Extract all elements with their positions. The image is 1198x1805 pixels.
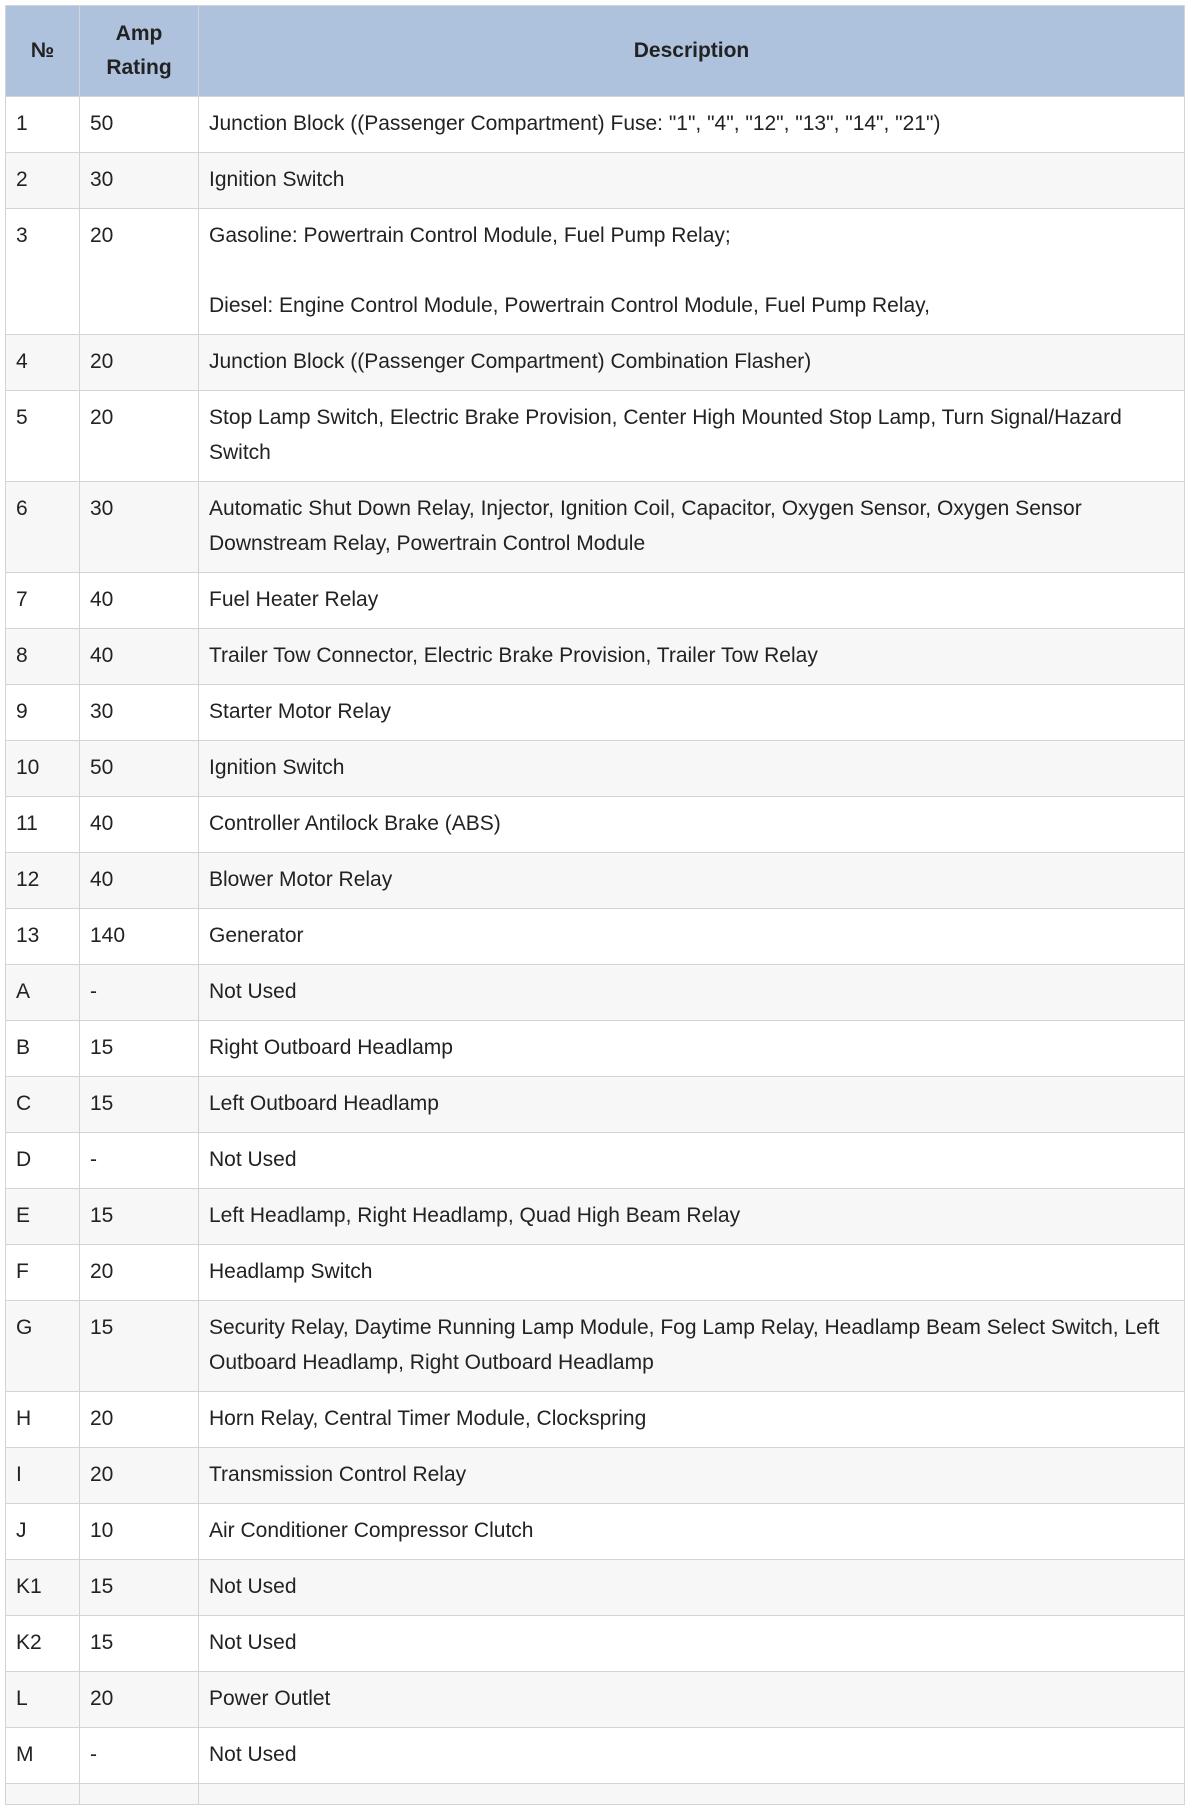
description-cell xyxy=(199,1560,1185,1616)
amp-rating-cell: 40 xyxy=(80,797,199,853)
table-row xyxy=(6,797,1185,853)
header-amp-line2: Rating xyxy=(106,56,172,79)
header-amp-rating xyxy=(80,6,199,97)
amp-rating-cell: - xyxy=(80,965,199,1021)
amp-rating-cell: 15 xyxy=(80,1021,199,1077)
description-cell xyxy=(199,153,1185,209)
amp-rating-cell: 30 xyxy=(80,685,199,741)
description-cell xyxy=(199,1504,1185,1560)
fuse-number-cell: 6 xyxy=(6,482,80,573)
table-row xyxy=(6,1077,1185,1133)
table-row xyxy=(6,1672,1185,1728)
description-cell xyxy=(199,1448,1185,1504)
header-row xyxy=(6,6,1185,97)
description-cell xyxy=(199,965,1185,1021)
description-text: Left Headlamp, Right Headlamp, Quad High Beam Relay xyxy=(209,1204,741,1227)
amp-rating-cell: 20 xyxy=(80,1448,199,1504)
fuse-number-cell: F xyxy=(6,1245,80,1301)
description-cell xyxy=(199,482,1185,573)
table-row xyxy=(6,335,1185,391)
description-text: Automatic Shut Down Relay, Injector, Ignition Coil, Capacitor, Oxygen Sensor, Oxygen Sensor Downstream Relay, Powertrain Control Module xyxy=(209,497,1082,555)
amp-rating-cell: 15 xyxy=(80,1077,199,1133)
amp-rating-cell: 20 xyxy=(80,335,199,391)
table-row xyxy=(6,97,1185,153)
header-amp-line1: Amp xyxy=(115,22,163,45)
amp-rating-cell: 20 xyxy=(80,1245,199,1301)
table-row xyxy=(6,1245,1185,1301)
fuse-number-cell: G xyxy=(6,1301,80,1392)
description-text: Horn Relay, Central Timer Module, Clockspring xyxy=(209,1407,647,1430)
amp-rating-cell: 140 xyxy=(80,909,199,965)
table-row xyxy=(6,391,1185,482)
fuse-number-cell: 2 xyxy=(6,153,80,209)
description-text: Not Used xyxy=(209,1631,297,1654)
table-row xyxy=(6,629,1185,685)
fuse-number-cell: 4 xyxy=(6,335,80,391)
amp-rating-cell: 15 xyxy=(80,1301,199,1392)
table-row xyxy=(6,685,1185,741)
description-cell xyxy=(199,573,1185,629)
fuse-number-cell: E xyxy=(6,1189,80,1245)
table-row xyxy=(6,1560,1185,1616)
table-row xyxy=(6,1189,1185,1245)
table-row xyxy=(6,1301,1185,1392)
fuse-number-cell: 3 xyxy=(6,209,80,335)
header-no: № xyxy=(6,6,80,97)
fuse-number-cell: L xyxy=(6,1672,80,1728)
description-text: Headlamp Switch xyxy=(209,1260,373,1283)
description-text: Right Outboard Headlamp xyxy=(209,1036,453,1059)
description-text: Security Relay, Daytime Running Lamp Module, Fog Lamp Relay, Headlamp Beam Select Switch, Left Outboard Headlamp, Right Outboard Headlamp xyxy=(209,1316,1160,1374)
description-cell xyxy=(199,335,1185,391)
description-gap xyxy=(209,253,1174,288)
fuse-number-cell: J xyxy=(6,1504,80,1560)
fuse-number-cell: M xyxy=(6,1728,80,1784)
amp-rating-cell: 30 xyxy=(80,482,199,573)
description-cell xyxy=(199,391,1185,482)
table-row xyxy=(6,1728,1185,1784)
description-cell xyxy=(199,209,1185,335)
description-text: Starter Motor Relay xyxy=(209,700,392,723)
table-row xyxy=(6,1616,1185,1672)
description-cell xyxy=(199,685,1185,741)
description-text: Blower Motor Relay xyxy=(209,868,393,891)
description-cell xyxy=(199,853,1185,909)
description-text: Ignition Switch xyxy=(209,756,345,779)
fuse-number-cell: 7 xyxy=(6,573,80,629)
fuse-table xyxy=(5,5,1185,1805)
amp-rating-cell: 50 xyxy=(80,97,199,153)
fuse-number-cell: 9 xyxy=(6,685,80,741)
description-text: Transmission Control Relay xyxy=(209,1463,467,1486)
description-text: Fuel Heater Relay xyxy=(209,588,379,611)
description-text: Generator xyxy=(209,924,304,947)
amp-rating-cell: - xyxy=(80,1133,199,1189)
description-cell xyxy=(199,1133,1185,1189)
fuse-number-cell: K1 xyxy=(6,1560,80,1616)
description-text: Not Used xyxy=(209,1743,297,1766)
table-row xyxy=(6,1448,1185,1504)
fuse-number-cell: 1 xyxy=(6,97,80,153)
table-row xyxy=(6,1392,1185,1448)
description-cell xyxy=(199,741,1185,797)
fuse-number-cell: 5 xyxy=(6,391,80,482)
amp-rating-cell: 40 xyxy=(80,629,199,685)
description-text: Gasoline: Powertrain Control Module, Fuel Pump Relay; xyxy=(209,224,731,247)
description-text: Not Used xyxy=(209,980,297,1003)
fuse-number-cell: 8 xyxy=(6,629,80,685)
description-cell xyxy=(199,1021,1185,1077)
amp-rating-cell xyxy=(80,1784,199,1805)
fuse-number-cell xyxy=(6,1784,80,1805)
description-cell xyxy=(199,97,1185,153)
amp-rating-cell: 30 xyxy=(80,153,199,209)
fuse-number-cell: D xyxy=(6,1133,80,1189)
fuse-number-cell: B xyxy=(6,1021,80,1077)
table-row xyxy=(6,482,1185,573)
description-text: Controller Antilock Brake (ABS) xyxy=(209,812,501,835)
fuse-number-cell: I xyxy=(6,1448,80,1504)
description-cell xyxy=(199,1616,1185,1672)
fuse-number-cell: 13 xyxy=(6,909,80,965)
table-row xyxy=(6,153,1185,209)
fuse-number-cell: K2 xyxy=(6,1616,80,1672)
table-row xyxy=(6,209,1185,335)
description-cell xyxy=(199,1392,1185,1448)
amp-rating-cell: 40 xyxy=(80,573,199,629)
description-text: Junction Block ((Passenger Compartment) Combination Flasher) xyxy=(209,350,812,373)
amp-rating-cell: 20 xyxy=(80,1672,199,1728)
table-row xyxy=(6,1784,1185,1805)
description-cell xyxy=(199,1189,1185,1245)
table-row xyxy=(6,741,1185,797)
description-cell xyxy=(199,1301,1185,1392)
table-header xyxy=(6,6,1185,97)
amp-rating-cell: 20 xyxy=(80,209,199,335)
description-text: Not Used xyxy=(209,1148,297,1171)
description-cell xyxy=(199,1245,1185,1301)
description-text: Ignition Switch xyxy=(209,168,345,191)
description-text: Trailer Tow Connector, Electric Brake Provision, Trailer Tow Relay xyxy=(209,644,818,667)
header-description: Description xyxy=(199,6,1185,97)
fuse-number-cell: 10 xyxy=(6,741,80,797)
description-cell xyxy=(199,1784,1185,1805)
description-text: Diesel: Engine Control Module, Powertrain Control Module, Fuel Pump Relay, xyxy=(209,294,930,317)
amp-rating-cell: - xyxy=(80,1728,199,1784)
table-row xyxy=(6,573,1185,629)
fuse-number-cell: 12 xyxy=(6,853,80,909)
description-text: Left Outboard Headlamp xyxy=(209,1092,439,1115)
fuse-number-cell: H xyxy=(6,1392,80,1448)
description-cell xyxy=(199,797,1185,853)
table-row xyxy=(6,1133,1185,1189)
amp-rating-cell: 20 xyxy=(80,1392,199,1448)
table-body xyxy=(6,97,1185,1805)
description-cell xyxy=(199,1672,1185,1728)
table-row xyxy=(6,909,1185,965)
amp-rating-cell: 40 xyxy=(80,853,199,909)
fuse-number-cell: A xyxy=(6,965,80,1021)
amp-rating-cell: 15 xyxy=(80,1616,199,1672)
amp-rating-cell: 15 xyxy=(80,1189,199,1245)
table-row xyxy=(6,1021,1185,1077)
description-cell xyxy=(199,1077,1185,1133)
fuse-number-cell: C xyxy=(6,1077,80,1133)
amp-rating-cell: 50 xyxy=(80,741,199,797)
table-row xyxy=(6,853,1185,909)
description-text: Junction Block ((Passenger Compartment) Fuse: "1", "4", "12", "13", "14", "21") xyxy=(209,112,941,135)
amp-rating-cell: 20 xyxy=(80,391,199,482)
fuse-number-cell: 11 xyxy=(6,797,80,853)
description-text: Not Used xyxy=(209,1575,297,1598)
description-cell xyxy=(199,1728,1185,1784)
description-text: Stop Lamp Switch, Electric Brake Provision, Center High Mounted Stop Lamp, Turn Signal/Hazard Switch xyxy=(209,406,1122,464)
amp-rating-cell: 10 xyxy=(80,1504,199,1560)
description-cell xyxy=(199,909,1185,965)
description-text: Power Outlet xyxy=(209,1687,331,1710)
table-row xyxy=(6,1504,1185,1560)
table-row xyxy=(6,965,1185,1021)
amp-rating-cell: 15 xyxy=(80,1560,199,1616)
description-text: Air Conditioner Compressor Clutch xyxy=(209,1519,534,1542)
description-cell xyxy=(199,629,1185,685)
